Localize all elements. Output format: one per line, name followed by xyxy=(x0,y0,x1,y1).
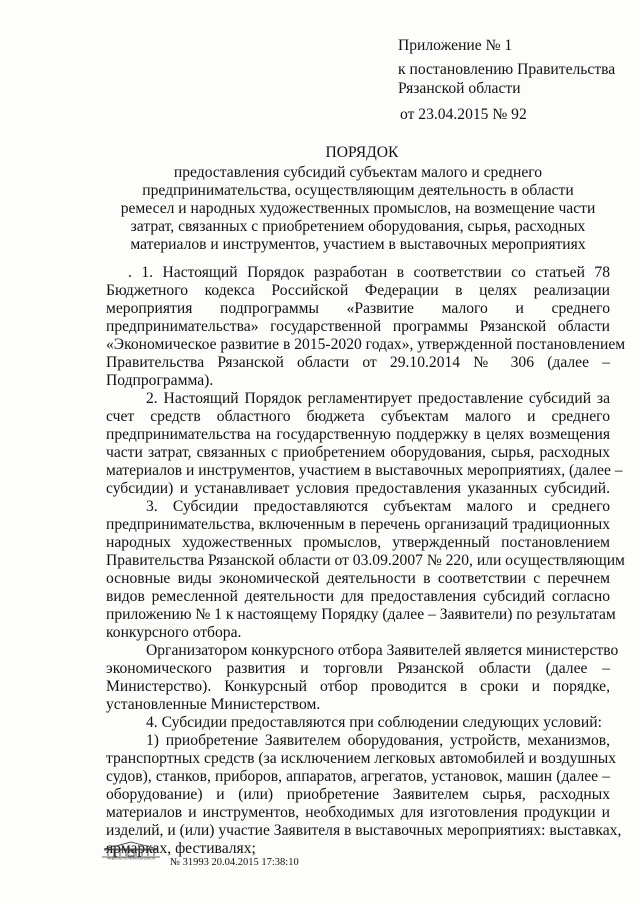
body-line: счет средств областного бюджета субъектам малого и среднего xyxy=(106,408,610,425)
appendix-number: Приложение № 1 xyxy=(398,37,513,54)
title-line: предоставления субсидий субъектам малого и среднего xyxy=(173,164,543,181)
body-line: Министерство). Конкурсный отбор проводится в сроки и порядке, xyxy=(106,678,610,695)
body-line: мероприятия подпрограммы «Развитие малого и среднего xyxy=(106,300,610,317)
title-line: ремесел и народных художественных промыслов, на возмещение части xyxy=(120,200,596,217)
body-line: видов ремесленной деятельности для предоставления субсидий согласно xyxy=(106,588,610,605)
body-line: субсидии) и устанавливает условия предоставления указанных субсидий. xyxy=(106,480,610,497)
body-line: установленные Министерством. xyxy=(106,696,321,713)
title-line: затрат, связанных с приобретением оборудования, сырья, расходных xyxy=(130,218,586,235)
body-line: Организатором конкурсного отбора Заявителей является министерство xyxy=(146,642,619,659)
body-line: основные виды экономической деятельности в соответствии с перечнем xyxy=(106,570,610,587)
body-line: 1) приобретение Заявителем оборудования, устройств, механизмов, xyxy=(146,732,610,749)
emblem-caption: ПРАВИТЕЛЬСТВО РЯЗАНСКОЙ ОБЛАСТИ xyxy=(107,857,155,860)
body-line: экономического развития и торговли Рязанской области (далее – xyxy=(106,660,610,677)
body-line: изделий, и (или) участие Заявителя в выставочных мероприятиях: выставках, xyxy=(106,822,622,839)
body-line: «Экономическое развитие в 2015-2020 годах», утвержденной постановлением xyxy=(106,336,626,353)
body-line: Правительства Рязанской области от 03.09.2007 № 220, или осуществляющим xyxy=(106,552,625,569)
body-line: предпринимательства, включенным в перечень организаций традиционных xyxy=(106,516,610,533)
body-line: Подпрограмма). xyxy=(106,372,214,389)
body-line: . 1. Настоящий Порядок разработан в соответствии со статьей 78 xyxy=(128,264,610,281)
body-line: 3. Субсидии предоставляются субъектам малого и среднего xyxy=(146,498,610,515)
body-line: предпринимательства» государственной программы Рязанской области xyxy=(106,318,610,335)
title-line: материалов и инструментов, участием в выставочных мероприятиях xyxy=(130,236,586,253)
body-line: материалов и инструментов, участием в выставочных мероприятиях, (далее – xyxy=(106,462,623,479)
body-line: предпринимательства на государственную поддержку в целях возмещения xyxy=(106,426,610,443)
appendix-date-number: от 23.04.2015 № 92 xyxy=(400,106,527,123)
title-line: предпринимательства, осуществляющим деятельность в области xyxy=(142,182,574,199)
body-line: ярмарках, фестивалях; xyxy=(106,840,256,857)
body-line: части затрат, связанных с приобретением оборудования, сырья, расходных xyxy=(106,444,610,461)
body-line: транспортных средств (за исключением легковых автомобилей и воздушных xyxy=(106,750,617,767)
government-building-emblem xyxy=(100,840,162,860)
body-line: 4. Субсидии предоставляются при соблюдении следующих условий: xyxy=(146,714,602,731)
body-line: Правительства Рязанской области от 29.10.2014 № 306 (далее – xyxy=(106,354,610,371)
body-line: народных художественных промыслов, утвержденный постановлением xyxy=(106,534,610,551)
body-line: приложению № 1 к настоящему Порядку (далее – Заявители) по результатам xyxy=(106,606,616,623)
document-title: ПОРЯДОК xyxy=(325,144,399,161)
appendix-region: Рязанской области xyxy=(398,80,521,97)
body-line: материалов и инструментов, необходимых для изготовления продукции и xyxy=(106,804,610,821)
registration-stamp: № 31993 20.04.2015 17:38:10 xyxy=(170,857,299,868)
body-line: конкурсного отбора. xyxy=(106,624,242,641)
body-line: судов), станков, приборов, аппаратов, агрегатов, установок, машин (далее – xyxy=(106,768,610,785)
body-line: Бюджетного кодекса Российской Федерации в целях реализации xyxy=(106,282,610,299)
appendix-reference: к постановлению Правительства xyxy=(398,61,616,78)
body-line: 2. Настоящий Порядок регламентирует предоставление субсидий за xyxy=(146,390,610,407)
body-line: оборудование) и (или) приобретение Заявителем сырья, расходных xyxy=(106,786,610,803)
